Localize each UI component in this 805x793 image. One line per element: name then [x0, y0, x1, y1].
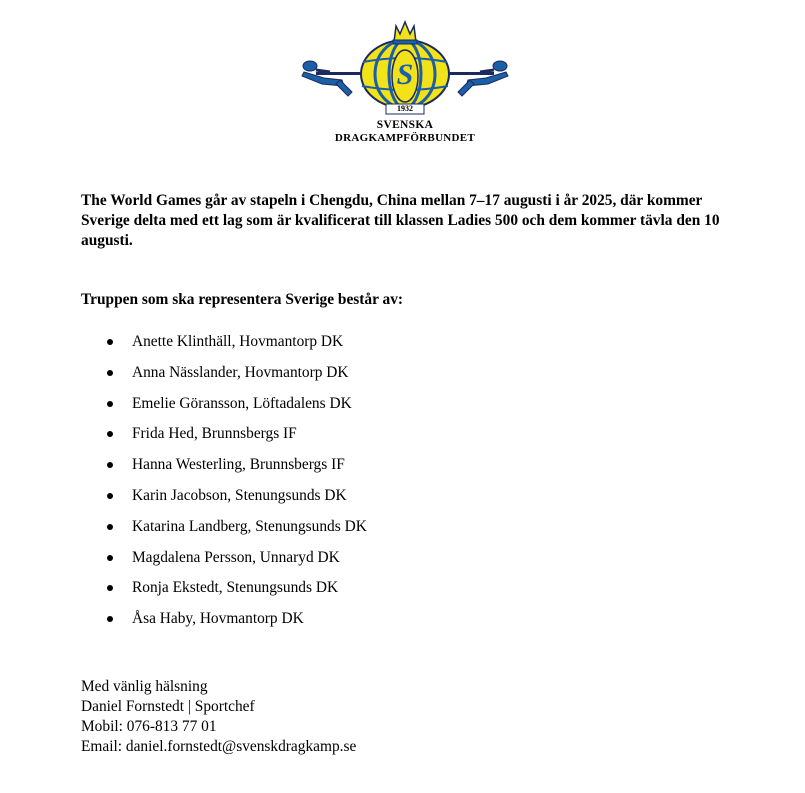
bullet-icon	[107, 616, 113, 622]
bullet-icon	[107, 431, 113, 437]
intro-paragraph: The World Games går av stapeln i Chengdu, China mellan 7–17 augusti i år 2025, där kommer Sverige delta med ett lag som är kvalificerat till klassen Ladies 500 och dem kommer tävla den 10 augusti.	[81, 192, 720, 249]
signature-block	[81, 677, 356, 757]
greeting: Med vänlig hälsning	[81, 678, 208, 695]
signer-mobile: Mobil: 076-813 77 01	[81, 718, 217, 735]
member-name: Hanna Westerling, Brunnsbergs IF	[132, 456, 345, 474]
bullet-icon	[107, 462, 113, 468]
bullet-icon	[107, 401, 113, 407]
bullet-icon	[107, 555, 113, 561]
signer-email[interactable]: Email: daniel.fornstedt@svenskdragkamp.se	[81, 738, 357, 755]
right-puller-icon	[458, 61, 508, 96]
logo-text-line2: DRAGKAMPFÖRBUNDET	[334, 132, 476, 144]
member-name: Frida Hed, Brunnsbergs IF	[132, 425, 297, 443]
bullet-icon	[107, 370, 113, 376]
member-name: Anna Nässlander, Hovmantorp DK	[132, 363, 349, 381]
bullet-icon	[107, 524, 113, 530]
left-puller-icon	[302, 61, 352, 96]
crown-icon	[393, 22, 417, 44]
member-name: Emelie Göransson, Löftadalens DK	[132, 394, 352, 412]
member-name: Anette Klinthäll, Hovmantorp DK	[132, 333, 344, 350]
bullet-icon	[107, 585, 113, 591]
bullet-icon	[107, 339, 113, 345]
member-name: Katarina Landberg, Stenungsunds DK	[132, 517, 367, 535]
signer-name: Daniel Fornstedt | Sportchef	[81, 698, 255, 715]
member-name: Ronja Ekstedt, Stenungsunds DK	[132, 579, 339, 597]
logo-year: 1932	[397, 104, 413, 113]
sdf-monogram-icon: S	[396, 58, 414, 91]
member-name: Magdalena Persson, Unnaryd DK	[132, 548, 340, 566]
federation-logo	[296, 20, 514, 148]
team-heading: Truppen som ska representera Sverige består av:	[81, 291, 404, 308]
bullet-icon	[107, 493, 113, 499]
member-name: Åsa Haby, Hovmantorp DK	[132, 610, 304, 628]
member-name: Karin Jacobson, Stenungsunds DK	[132, 486, 347, 504]
logo-text-line1: SVENSKA	[376, 119, 434, 131]
